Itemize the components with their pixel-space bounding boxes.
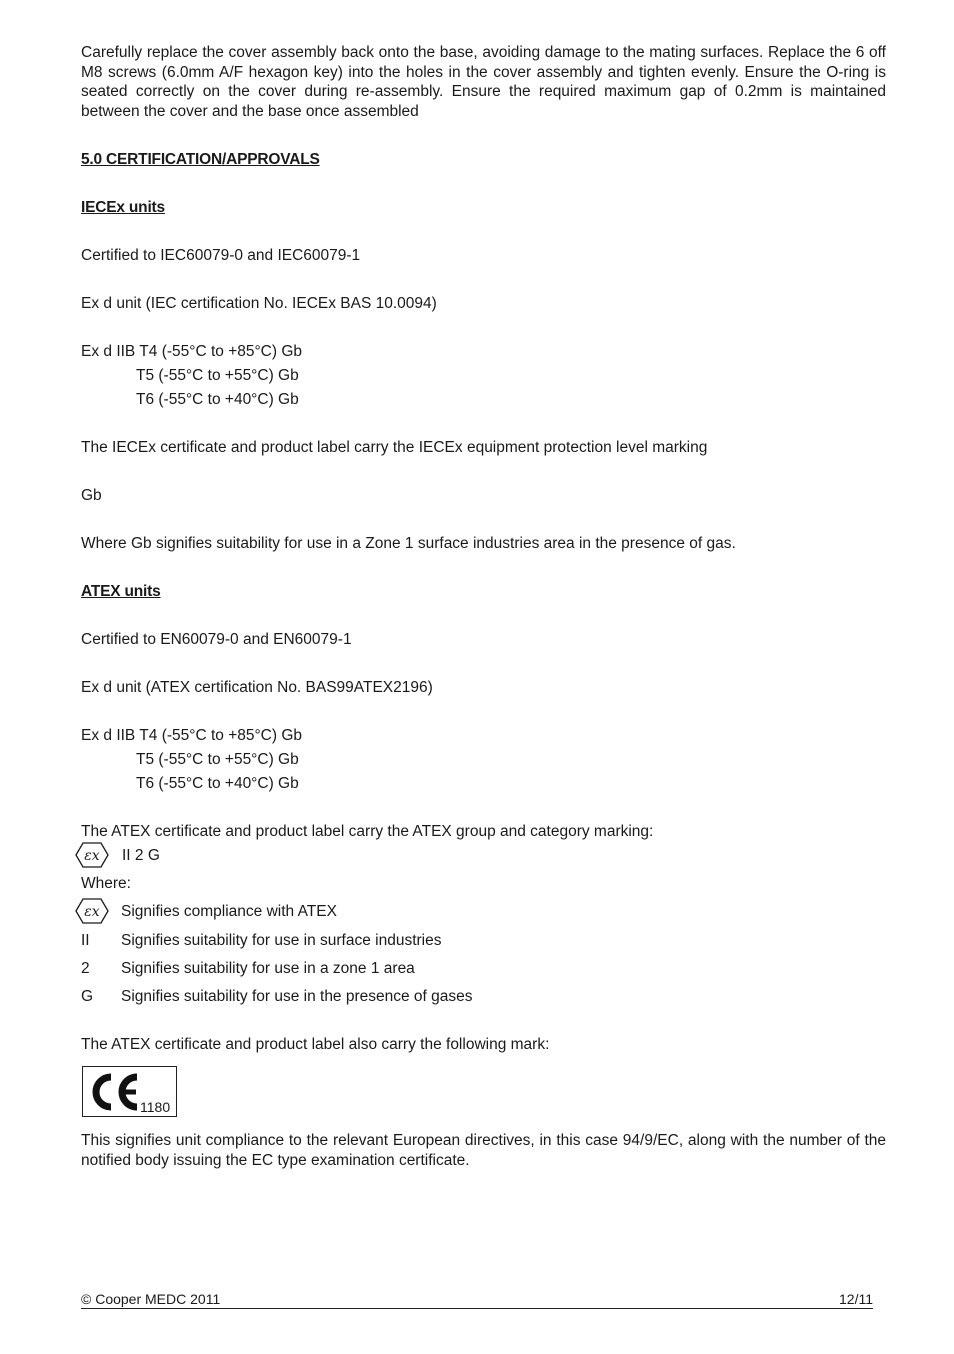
iecex-where-text: Where Gb signifies suitability for use in a Zone 1 surface industries area in the presence of gas. xyxy=(81,535,736,552)
footer-copyright: © Cooper MEDC 2011 xyxy=(81,1291,221,1307)
legend-text-category: Signifies suitability for use in a zone 1 area xyxy=(121,960,415,977)
atex-signifies-text: This signifies unit compliance to the relevant European directives, in this case 94/9/EC, along with the number of the notified body issuing the EC type examination certificate. xyxy=(81,1132,886,1169)
atex-rating-t6: T6 (-55°C to +40°C) Gb xyxy=(136,775,299,792)
legend-text-gas: Signifies suitability for use in the presence of gases xyxy=(121,988,473,1005)
svg-text:εx: εx xyxy=(84,848,100,864)
atex-label-text: The ATEX certificate and product label carry the ATEX group and category marking: xyxy=(81,823,654,840)
legend-text-group: Signifies suitability for use in surface industries xyxy=(121,932,442,949)
atex-also-text: The ATEX certificate and product label also carry the following mark: xyxy=(81,1036,550,1053)
ce-mark xyxy=(82,1066,177,1117)
legend-code-category: 2 xyxy=(81,960,90,977)
svg-text:εx: εx xyxy=(84,904,100,920)
iecex-rating-t5: T5 (-55°C to +55°C) Gb xyxy=(136,367,299,384)
atex-certified: Certified to EN60079-0 and EN60079-1 xyxy=(81,631,352,648)
iecex-certified: Certified to IEC60079-0 and IEC60079-1 xyxy=(81,247,361,264)
intro-paragraph: Carefully replace the cover assembly back onto the base, avoiding damage to the mating surfaces. Replace the 6 off M8 screws (6.0mm A/F hexagon key) into the holes in the cover assembly and tighten evenly. Ensure the O-ring is seated correctly on the cover during re-assembly. Ensure the required maximum gap of 0.2mm is maintained between the cover and the base once assembled xyxy=(81,44,886,121)
iecex-rating-t6: T6 (-55°C to +40°C) Gb xyxy=(136,391,299,408)
iecex-heading: IECEx units xyxy=(81,199,165,216)
atex-heading: ATEX units xyxy=(81,583,161,600)
iecex-epl: Gb xyxy=(81,487,102,504)
atex-rating-t4: Ex d IIB T4 (-55°C to +85°C) Gb xyxy=(81,727,303,744)
atex-rating-t5: T5 (-55°C to +55°C) Gb xyxy=(136,751,299,768)
ce-logo-icon xyxy=(87,1070,141,1114)
footer-divider xyxy=(81,1308,873,1309)
ex-hexagon-icon xyxy=(75,842,109,868)
atex-marking: II 2 G xyxy=(122,847,160,864)
section-heading: 5.0 CERTIFICATION/APPROVALS xyxy=(81,151,320,168)
atex-unit: Ex d unit (ATEX certification No. BAS99ATEX2196) xyxy=(81,679,433,696)
notified-body-number: 1180 xyxy=(140,1099,171,1115)
atex-where: Where: xyxy=(81,875,131,892)
legend-code-group: II xyxy=(81,932,90,949)
iecex-label-text: The IECEx certificate and product label carry the IECEx equipment protection level marking xyxy=(81,439,708,456)
legend-ex-text: Signifies compliance with ATEX xyxy=(121,903,337,920)
ex-hexagon-icon xyxy=(75,898,109,924)
footer-page-number: 12/11 xyxy=(839,1291,873,1307)
legend-code-gas: G xyxy=(81,988,94,1005)
iecex-rating-t4: Ex d IIB T4 (-55°C to +85°C) Gb xyxy=(81,343,303,360)
iecex-unit: Ex d unit (IEC certification No. IECEx BAS 10.0094) xyxy=(81,295,437,312)
